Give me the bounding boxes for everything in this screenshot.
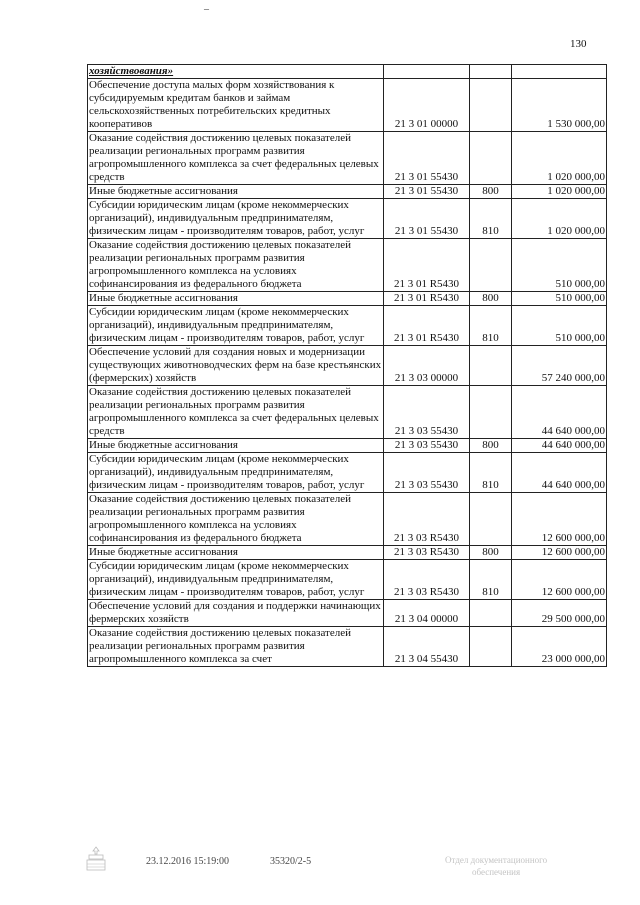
row-code-cell	[384, 65, 470, 79]
row-expense-type-cell	[470, 79, 512, 132]
row-sum-cell: 57 240 000,00	[512, 346, 607, 386]
row-code-cell: 21 3 03 R5430	[384, 546, 470, 560]
row-sum-cell: 1 020 000,00	[512, 185, 607, 199]
row-sum-cell: 1 020 000,00	[512, 199, 607, 239]
row-expense-type-cell: 800	[470, 185, 512, 199]
row-name-cell: Иные бюджетные ассигнования	[88, 292, 384, 306]
row-expense-type-cell	[470, 386, 512, 439]
table-row	[88, 79, 607, 132]
row-sum-cell: 1 530 000,00	[512, 79, 607, 132]
row-name-cell: Оказание содействия достижению целевых показателей реализации региональных программ развития агропромышленного комплекса за счет федеральных целевых средств	[88, 132, 384, 185]
table-row	[88, 453, 607, 493]
row-expense-type-cell	[470, 600, 512, 627]
row-code-cell: 21 3 03 55430	[384, 453, 470, 493]
page-number: 130	[570, 38, 587, 50]
row-code-cell: 21 3 03 R5430	[384, 560, 470, 600]
row-name-cell: Субсидии юридическим лицам (кроме некоммерческих организаций), индивидуальным предпринимателям, физическим лицам - производителям товаров, работ, услуг	[88, 560, 384, 600]
row-code-cell: 21 3 01 R5430	[384, 292, 470, 306]
budget-table	[87, 64, 607, 667]
table-row	[88, 292, 607, 306]
row-sum-cell: 12 600 000,00	[512, 493, 607, 546]
table-row	[88, 132, 607, 185]
table-row	[88, 627, 607, 667]
row-code-cell: 21 3 01 R5430	[384, 306, 470, 346]
row-code-cell: 21 3 01 55430	[384, 132, 470, 185]
row-code-cell: 21 3 04 55430	[384, 627, 470, 667]
row-sum-cell: 44 640 000,00	[512, 386, 607, 439]
row-name-cell: хозяйствования»	[88, 65, 384, 79]
row-sum-cell: 12 600 000,00	[512, 546, 607, 560]
row-name-cell: Иные бюджетные ассигнования	[88, 439, 384, 453]
row-expense-type-cell	[470, 627, 512, 667]
footer-stamp-line1: Отдел документационного	[445, 855, 548, 865]
table-row	[88, 65, 607, 79]
row-code-cell: 21 3 03 55430	[384, 386, 470, 439]
row-sum-cell: 12 600 000,00	[512, 560, 607, 600]
row-name-cell: Иные бюджетные ассигнования	[88, 185, 384, 199]
footer-stamp	[445, 854, 547, 878]
row-name-cell: Субсидии юридическим лицам (кроме некоммерческих организаций), индивидуальным предпринимателям, физическим лицам - производителям товаров, работ, услуг	[88, 453, 384, 493]
row-sum-cell: 1 020 000,00	[512, 132, 607, 185]
row-expense-type-cell: 810	[470, 560, 512, 600]
row-sum-cell: 510 000,00	[512, 239, 607, 292]
table-row	[88, 439, 607, 453]
footer-stamp-line2: обеспечения	[472, 867, 521, 877]
row-sum-cell: 510 000,00	[512, 306, 607, 346]
row-expense-type-cell: 810	[470, 306, 512, 346]
row-name-cell: Субсидии юридическим лицам (кроме некоммерческих организаций), индивидуальным предпринимателям, физическим лицам - производителям товаров, работ, услуг	[88, 306, 384, 346]
row-name-cell: Оказание содействия достижению целевых показателей реализации региональных программ развития агропромышленного комплекса за счет федеральных целевых средств	[88, 386, 384, 439]
row-code-cell: 21 3 03 R5430	[384, 493, 470, 546]
row-expense-type-cell	[470, 239, 512, 292]
row-name-cell: Оказание содействия достижению целевых показателей реализации региональных программ развития агропромышленного комплекса на условиях софинансирования из федерального бюджета	[88, 493, 384, 546]
row-sum-cell: 510 000,00	[512, 292, 607, 306]
table-row	[88, 493, 607, 546]
row-code-cell: 21 3 03 00000	[384, 346, 470, 386]
row-expense-type-cell: 800	[470, 439, 512, 453]
row-name-cell: Иные бюджетные ассигнования	[88, 546, 384, 560]
table-row	[88, 199, 607, 239]
row-sum-cell: 23 000 000,00	[512, 627, 607, 667]
emblem-icon	[86, 846, 106, 872]
table-row	[88, 306, 607, 346]
table-row	[88, 239, 607, 292]
row-code-cell: 21 3 01 R5430	[384, 239, 470, 292]
row-sum-cell	[512, 65, 607, 79]
footer-date: 23.12.2016 15:19:00	[146, 856, 230, 867]
table-row	[88, 546, 607, 560]
row-name-cell: Оказание содействия достижению целевых показателей реализации региональных программ развития агропромышленного комплекса на условиях софинансирования из федерального бюджета	[88, 239, 384, 292]
row-name-cell: Оказание содействия достижению целевых показателей реализации региональных программ развития агропромышленного комплекса за счет	[88, 627, 384, 667]
table-row	[88, 600, 607, 627]
table-row	[88, 185, 607, 199]
row-expense-type-cell: 800	[470, 292, 512, 306]
row-name-cell: Субсидии юридическим лицам (кроме некоммерческих организаций), индивидуальным предпринимателям, физическим лицам - производителям товаров, работ, услуг	[88, 199, 384, 239]
row-sum-cell: 44 640 000,00	[512, 439, 607, 453]
row-expense-type-cell: 810	[470, 199, 512, 239]
budget-table-body	[88, 65, 607, 667]
footer-doc-code: 35320/2-5	[270, 856, 312, 867]
row-code-cell: 21 3 01 55430	[384, 199, 470, 239]
table-row	[88, 386, 607, 439]
row-sum-cell: 29 500 000,00	[512, 600, 607, 627]
row-sum-cell: 44 640 000,00	[512, 453, 607, 493]
row-code-cell: 21 3 01 00000	[384, 79, 470, 132]
row-expense-type-cell	[470, 493, 512, 546]
row-expense-type-cell: 810	[470, 453, 512, 493]
row-code-cell: 21 3 04 00000	[384, 600, 470, 627]
row-code-cell: 21 3 03 55430	[384, 439, 470, 453]
table-row	[88, 560, 607, 600]
row-name-cell: Обеспечение условий для создания и поддержки начинающих фермерских хозяйств	[88, 600, 384, 627]
row-expense-type-cell	[470, 132, 512, 185]
row-expense-type-cell: 800	[470, 546, 512, 560]
row-name-cell: Обеспечение доступа малых форм хозяйствования к субсидируемым кредитам банков и займам сельскохозяйственных потребительских кредитных кооперативов	[88, 79, 384, 132]
row-code-cell: 21 3 01 55430	[384, 185, 470, 199]
table-row	[88, 346, 607, 386]
row-expense-type-cell	[470, 65, 512, 79]
row-expense-type-cell	[470, 346, 512, 386]
row-name-cell: Обеспечение условий для создания новых и модернизации существующих животноводческих ферм на базе крестьянских (фермерских) хозяйств	[88, 346, 384, 386]
top-mark: –	[204, 4, 209, 15]
